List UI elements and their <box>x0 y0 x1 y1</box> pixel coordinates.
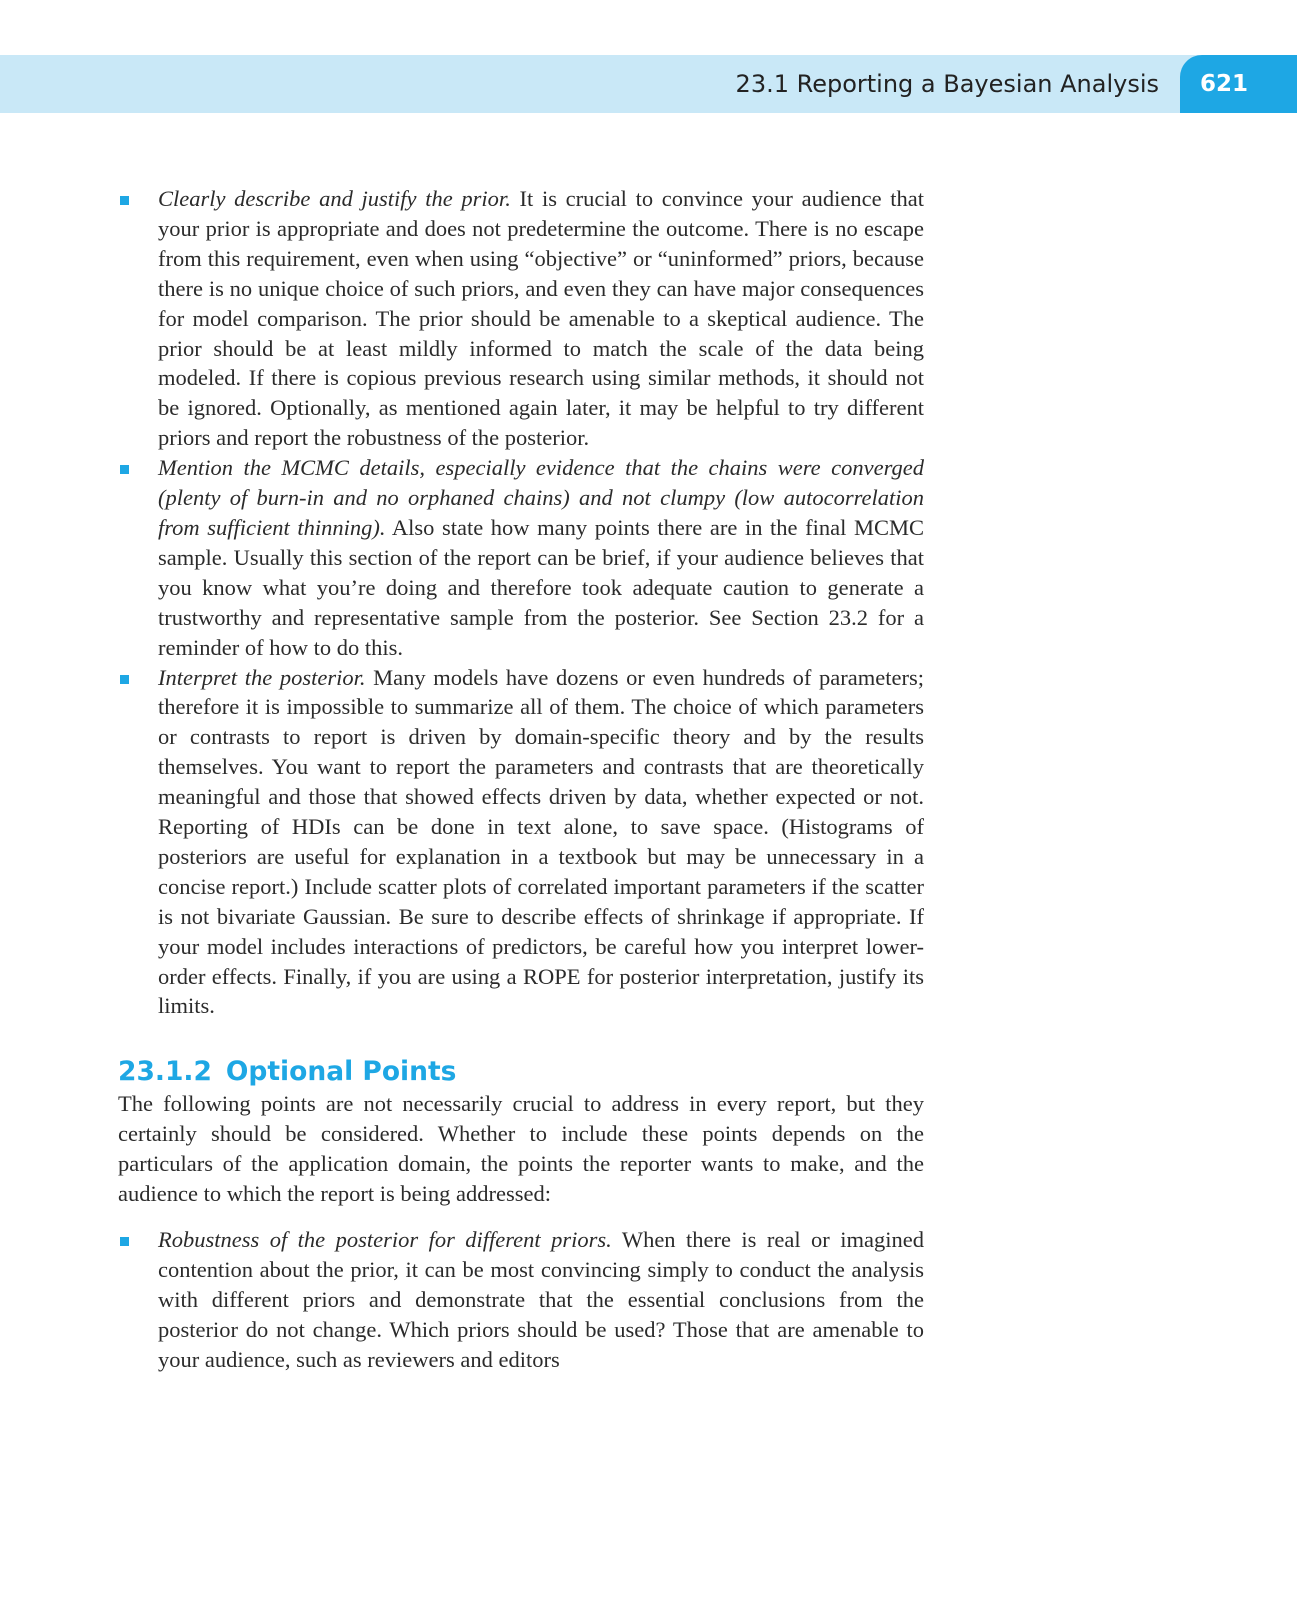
square-bullet-icon <box>120 196 129 205</box>
optional-points-list <box>118 1225 924 1375</box>
square-bullet-icon <box>120 465 129 474</box>
list-item <box>118 453 924 662</box>
section-number: 23.1.2 <box>118 1056 212 1088</box>
item-text: It is crucial to convince your audience that your prior is appropriate and does not predetermine the outcome. There is no escape from this requirement, even when using “objective” or “uninformed” priors, because there is no unique choice of such priors, and even they can have major consequences for model comparison. The prior should be amenable to a skeptical audience. The prior should be at least mildly informed to match the scale of the data being modeled. If there is copious previous research using similar methods, it should not be ignored. Optionally, as mentioned again later, it may be helpful to try different priors and report the robustness of the posterior. <box>158 186 924 451</box>
list-item <box>118 184 924 453</box>
list-item <box>118 663 924 1022</box>
required-points-list <box>118 184 924 1021</box>
item-lead: Interpret the posterior. <box>158 664 366 690</box>
item-lead: Mention the MCMC details, especially evidence that the chains were converged (plenty of burn-in and no orphaned chains) and not clumpy (low autocorrelation from sufficient thinning). <box>158 455 924 540</box>
section-title: Optional Points <box>225 1056 457 1088</box>
section-heading <box>118 1055 924 1089</box>
page-number: 621 <box>1200 71 1249 97</box>
item-lead: Clearly describe and justify the prior. <box>158 186 511 211</box>
item-text: Also state how many points there are in the final MCMC sample. Usually this section of the report can be brief, if your audience believes that you know what you’re doing and therefore took adequate caution to generate a trustworthy and representative sample from the posterior. See Section 23.2 for a reminder of how to do this. <box>158 514 925 660</box>
page-body <box>118 184 924 1375</box>
item-lead: Robustness of the posterior for different priors. <box>158 1227 612 1252</box>
running-head: 23.1 Reporting a Bayesian Analysis <box>735 70 1159 98</box>
item-text: Many models have dozens or even hundreds of parameters; therefore it is impossible to summarize all of them. The choice of which parameters or contrasts to report is driven by domain-specific theory and by the results themselves. You want to report the parameters and contrasts that are theoretically meaningful and those that showed effects driven by data, whether expected or not. Reporting of HDIs can be done in text alone, to save space. (Histograms of posteriors are useful for explanation in a textbook but may be unnecessary in a concise report.) Include scatter plots of correlated important parameters if the scatter is not bivariate Gaussian. Be sure to describe effects of shrinkage if appropriate. If your model includes interactions of predictors, be careful how you interpret lower-order effects. Finally, if you are using a ROPE for posterior interpretation, justify its limits. <box>158 664 924 1019</box>
square-bullet-icon <box>120 1237 129 1246</box>
square-bullet-icon <box>120 675 129 684</box>
list-item <box>118 1225 924 1375</box>
section-intro: The following points are not necessarily crucial to address in every report, but they certainly should be considered. Whether to include these points depends on the particulars of the application domain, the points the reporter wants to make, and the audience to which the report is being addressed: <box>118 1091 924 1207</box>
item-text: When there is real or imagined contention about the prior, it can be most convincing simply to conduct the analysis with different priors and demonstrate that the essential conclusions from the posterior do not change. Which priors should be used? Those that are amenable to your audience, such as reviewers and editors <box>158 1227 924 1372</box>
